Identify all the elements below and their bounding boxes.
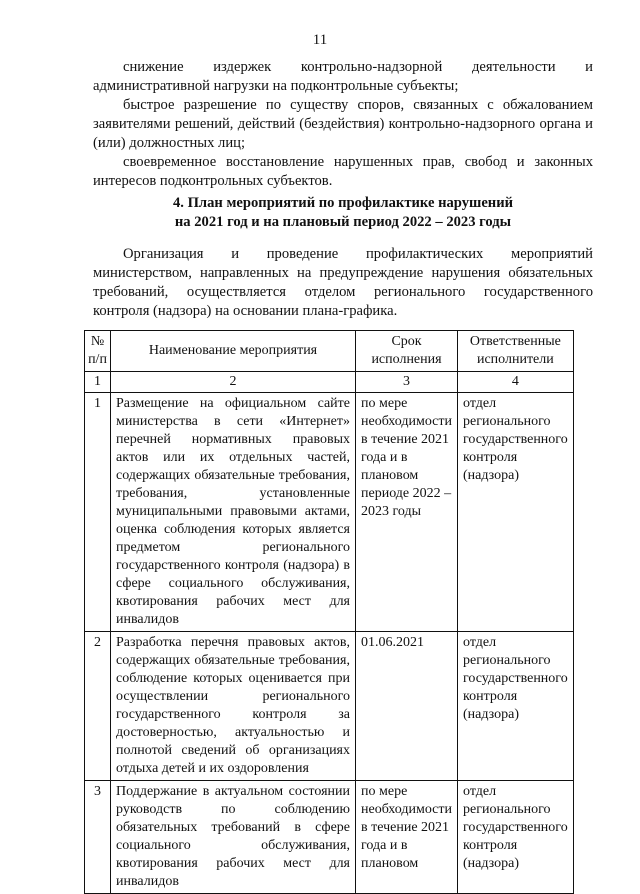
table-header-row bbox=[85, 331, 574, 372]
column-number-row bbox=[85, 372, 574, 393]
header-responsible: Ответственные исполнители bbox=[458, 331, 574, 372]
row-name: Поддержание в актуальном состоянии руководств по соблюдению обязательных требований в сфере социального обслуживания, квотирования рабочих мест для инвалидов bbox=[111, 781, 356, 894]
intro-paragraph: снижение издержек контрольно-надзорной деятельности и административной нагрузки на подконтрольные субъекты; bbox=[93, 59, 593, 94]
table-row bbox=[85, 393, 574, 632]
row-deadline: по мере необходимости в течение 2021 года и в плановом bbox=[356, 781, 458, 894]
plan-table bbox=[84, 330, 574, 894]
row-num: 3 bbox=[85, 781, 111, 894]
header-name: Наименование мероприятия bbox=[111, 331, 356, 372]
row-deadline: 01.06.2021 bbox=[356, 632, 458, 781]
header-num: № п/п bbox=[85, 331, 111, 372]
row-responsible: отдел регионального государственного контроля (надзора) bbox=[458, 393, 574, 632]
page-number: 11 bbox=[312, 32, 328, 48]
row-num: 2 bbox=[85, 632, 111, 781]
row-responsible: отдел регионального государственного контроля (надзора) bbox=[458, 781, 574, 894]
table-row bbox=[85, 781, 574, 894]
column-number: 1 bbox=[85, 372, 111, 393]
row-responsible: отдел регионального государственного контроля (надзора) bbox=[458, 632, 574, 781]
row-deadline: по мере необходимости в течение 2021 года и в плановом периоде 2022 – 2023 годы bbox=[356, 393, 458, 632]
intro-paragraph: быстрое разрешение по существу споров, связанных с обжалованием заявителями решений, действий (бездействия) контрольно-надзорного органа и (или) должностных лиц; bbox=[93, 97, 593, 151]
header-deadline: Срок исполнения bbox=[356, 331, 458, 372]
intro-paragraph: своевременное восстановление нарушенных прав, свобод и законных интересов подконтрольных субъектов. bbox=[93, 154, 593, 189]
section-heading-line: 4. План мероприятий по профилактике нарушений bbox=[172, 195, 514, 211]
row-name: Размещение на официальном сайте министерства в сети «Интернет» перечней нормативных правовых актов или их отдельных частей, содержащих обязательные требования, требования, установленные муниципальными правовыми актами, оценка соблюдения которых является предметом регионального государственного контроля (надзора) в сфере социального обслуживания, квотирования рабочих мест для инвалидов bbox=[111, 393, 356, 632]
body-paragraph: Организация и проведение профилактических мероприятий министерством, направленных на предупреждение нарушения обязательных требований, осуществляется отделом регионального государственного контроля (надзора) на основании плана-графика. bbox=[93, 246, 593, 319]
row-name: Разработка перечня правовых актов, содержащих обязательные требования, соблюдение которых оценивается при осуществлении регионального государственного контроля за достоверностью, актуальностью и полнотой сведений об организациях отдыха детей и их оздоровления bbox=[111, 632, 356, 781]
section-heading bbox=[93, 194, 593, 232]
table-row bbox=[85, 632, 574, 781]
column-number: 4 bbox=[458, 372, 574, 393]
row-num: 1 bbox=[85, 393, 111, 632]
section-heading-line: на 2021 год и на плановый период 2022 – 2023 годы bbox=[174, 214, 512, 230]
column-number: 2 bbox=[111, 372, 356, 393]
intro-text bbox=[93, 58, 593, 191]
column-number: 3 bbox=[356, 372, 458, 393]
